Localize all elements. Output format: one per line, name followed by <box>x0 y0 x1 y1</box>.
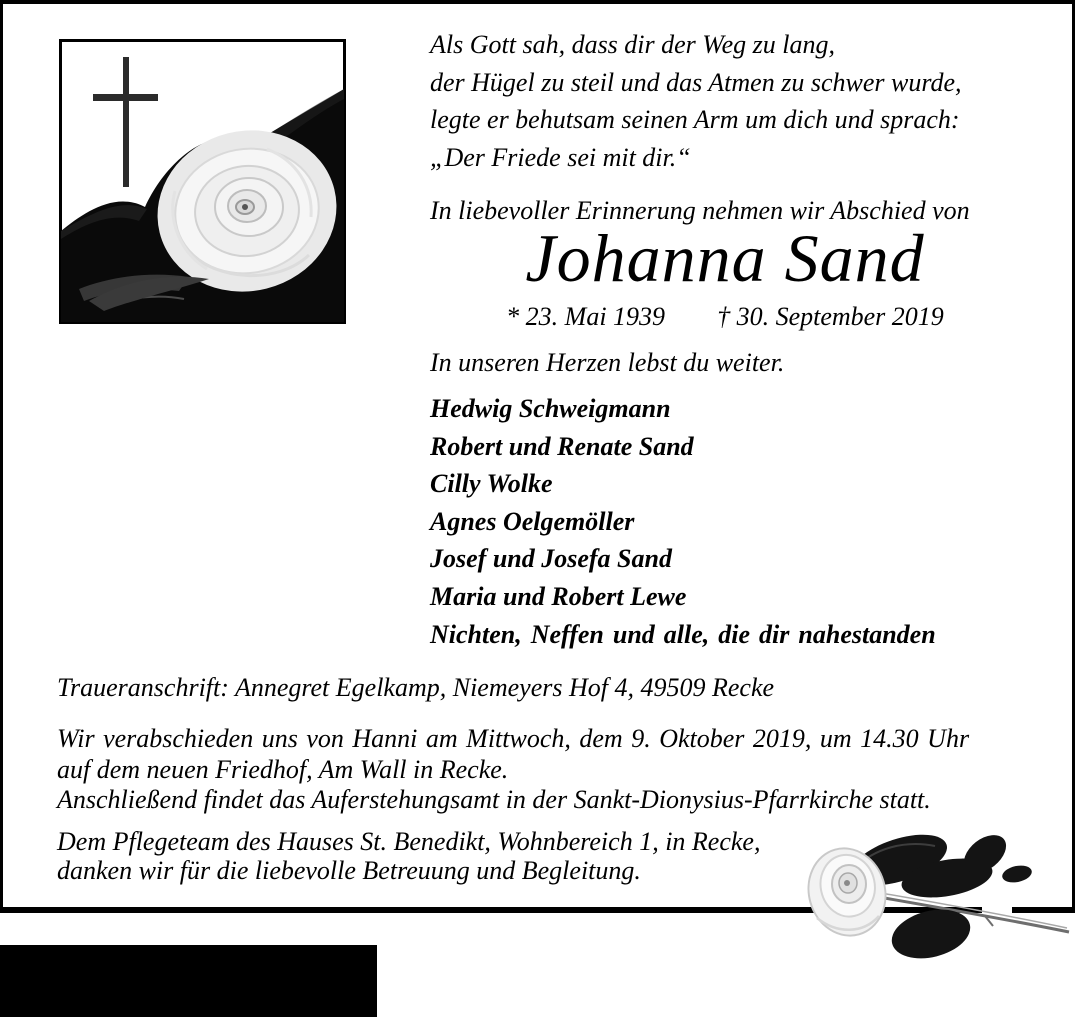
poem-line: Als Gott sah, dass dir der Weg zu lang, <box>430 30 835 59</box>
rose-decoration <box>795 828 1075 974</box>
life-dates <box>430 298 1020 336</box>
poem-line: der Hügel zu steil und das Atmen zu schwer wurde, <box>430 67 962 97</box>
funeral-line: auf dem neuen Friedhof, Am Wall in Recke. <box>57 754 509 784</box>
birth-date: * 23. Mai 1939 <box>506 302 666 331</box>
mourning-address-line: Traueranschrift: Annegret Egelkamp, Niemeyers Hof 4, 49509 Recke <box>57 673 775 702</box>
funeral-line: Anschließend findet das Auferstehungsamt in der Sankt-Dionysius-Pfarrkirche statt. <box>57 785 931 814</box>
redacted-block <box>0 945 377 1017</box>
thanks-line: Dem Pflegeteam des Hauses St. Benedikt, Wohnbereich 1, in Recke, <box>57 827 761 856</box>
mourner: Cilly Wolke <box>430 469 553 499</box>
funeral-info <box>57 724 1016 816</box>
mourner: Hedwig Schweigmann <box>430 394 671 423</box>
poem-line: legte er behutsam seinen Arm um dich und sprach: <box>430 105 960 134</box>
deceased-name: Johanna Sand <box>525 220 925 296</box>
poem <box>430 26 1020 176</box>
mourner: Robert und Renate Sand <box>430 431 694 461</box>
mourner: Nichten, Neffen und alle, die dir nahestanden <box>430 619 936 649</box>
mourner: Maria und Robert Lewe <box>430 581 687 611</box>
motto-line: In unseren Herzen lebst du weiter. <box>430 348 785 377</box>
mourner: Agnes Oelgemöller <box>430 506 635 536</box>
death-date: † 30. September 2019 <box>717 302 944 331</box>
funeral-line: Wir verabschieden uns von Hanni am Mittwoch, dem 9. Oktober 2019, um 14.30 Uhr <box>57 724 970 753</box>
poem-line: „Der Friede sei mit dir.“ <box>430 142 691 172</box>
mourner: Josef und Josefa Sand <box>430 544 672 574</box>
mourners-list <box>430 390 1020 653</box>
thanks-line: danken wir für die liebevolle Betreuung und Begleitung. <box>57 856 641 885</box>
intro-line: In liebevoller Erinnerung nehmen wir Abschied von <box>430 196 970 225</box>
memorial-photo <box>59 39 346 324</box>
